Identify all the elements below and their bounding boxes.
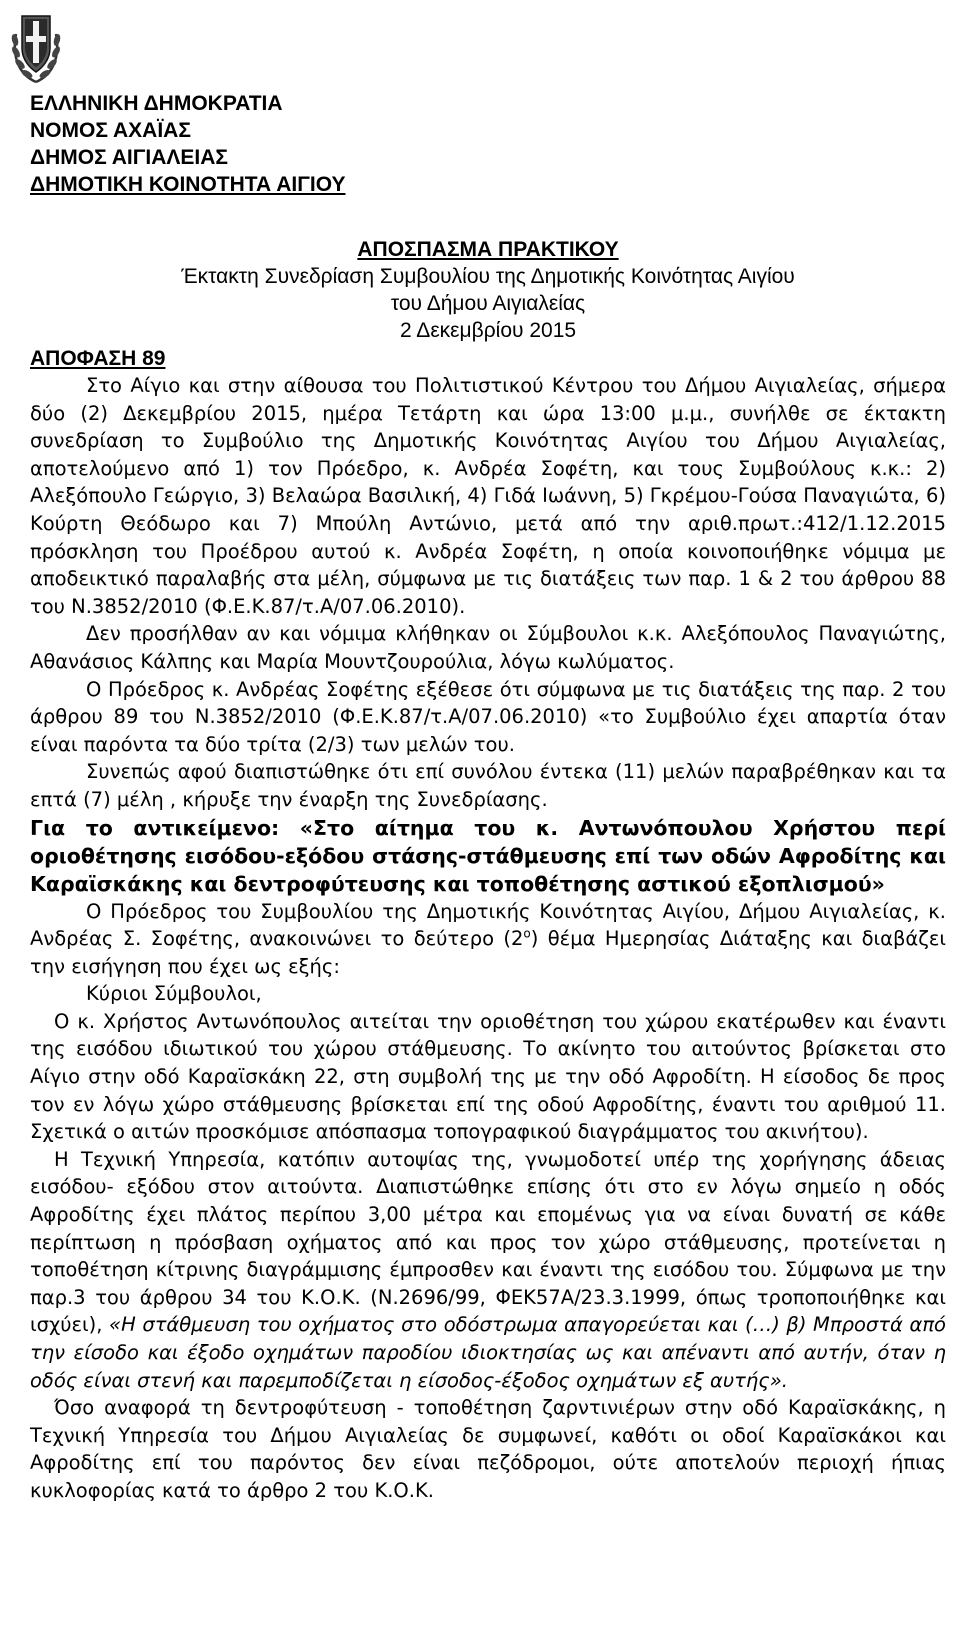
letter-greeting: Κύριοι Σύμβουλοι, [86,982,262,1006]
chair-announcement-text-b: ) θέμα Ημερησίας Διάταξης και διαβάζει την εισήγηση που έχει ως εξής: [30,927,946,978]
document-body [30,90,946,1505]
session-date: 2 Δεκεμβρίου 2015 [399,319,577,342]
paragraph-request: Ο κ. Χρήστος Αντωνόπουλος αιτείται την οριοθέτηση του χώρου εκατέρωθεν και έναντι της εισόδου ιδιωτικού του χώρου στάθμευσης. Το ακίνητο του αιτούντος βρίσκεται στο Αίγιο στην οδό Καραϊσκάκη 22, στη συμβολή της με την οδό Αφροδίτη. Η είσοδος δε προς τον εν λόγω χώρο στάθμευσης βρίσκεται επί της οδού Αφροδίτης, έναντι του αριθμού 11. Σχετικά ο αιτών προσκόμισε απόσπασμα τοπογραφικού διαγράμματος του ακινήτου). [30,1009,946,1144]
paragraph-tree-planting: Όσο αναφορά τη δεντροφύτευση - τοποθέτηση ζαρντινιέρων στην οδό Καραϊσκάκης, η Τεχνική Υπηρεσία του Δήμου Αιγιαλείας δε συμφωνεί, καθότι οι οδοί Καραϊσκάκοι και Αφροδίτης επί του παρόντος δεν είναι πεζόδρομοι, ούτε αποτελούν περιοχή ήπιας κυκλοφορίας κατά το άρθρο 2 του Κ.Ο.Κ. [30,1396,946,1502]
decision-number: ΑΠΟΦΑΣΗ 89 [30,347,166,370]
technical-service-text: Η Τεχνική Υπηρεσία, κατόπιν αυτοψίας της, γνωμοδοτεί υπέρ της χορήγησης άδειας εισόδου- εξόδου στον αιτούντα. Διαπιστώθηκε επίσης ότι στο εν λόγω σημείο η οδός Αφροδίτης έχει πλάτος περίπου 3,00 μέτρα και επομένως για να είναι δυνατή σε κάθε περίπτωση η πρόσβαση οχήματος από και προς τον χώρο στάθμευσης, προτείνεται η τοποθέτηση κίτρινης διαγράμμισης έμπροσθεν και έναντι της εισόδου του. Σύμφωνα με την παρ.3 του άρθρου 34 του Κ.Ο.Κ. (Ν.2696/99, ΦΕΚ57Α/23.3.1999, όπως τροποποιήθηκε και ισχύει), [30,1147,946,1337]
paragraph-chair-announcement [30,898,946,981]
issuer-header [30,90,946,198]
session-description: Έκτακτη Συνεδρίαση Συμβουλίου της Δημοτικής Κοινότητας Αιγίου [181,265,795,288]
document-title: ΑΠΟΣΠΑΣΜΑ ΠΡΑΚΤΙΚΟΥ [357,238,619,261]
paragraph-technical-service [30,1146,946,1394]
greek-coat-of-arms-emblem [10,8,62,86]
chair-announcement-text-a: Ο Πρόεδρος του Συμβουλίου της Δημοτικής Κοινότητας Αιγίου, Δήμου Αιγιαλείας, κ. Ανδρέας Σ. Σοφέτης, ανακοινώνει το δεύτερο (2 [30,899,946,951]
header-community: ΔΗΜΟΤΙΚΗ ΚΟΙΝΟΤΗΤΑ ΑΙΓΙΟΥ [30,173,346,196]
agenda-subject: Για το αντικείμενο: «Στο αίτημα του κ. Αντωνόπουλου Χρήστου περί οριοθέτησης εισόδου-εξόδου στάσης-στάθμευσης επί των οδών Αφροδίτης και Καραϊσκάκης και δεντροφύτευσης και τοποθέτησης αστικού εξοπλισμού» [30,815,946,896]
ordinal-superscript: ο [523,926,531,941]
session-municipality: του Δήμου Αιγιαλείας [390,292,586,315]
header-prefecture: ΝΟΜΟΣ ΑΧΑΪΑΣ [30,119,191,142]
paragraph-session-opening: Στο Αίγιο και στην αίθουσα του Πολιτιστικού Κέντρου του Δήμου Αιγιαλείας, σήμερα δύο (2) Δεκεμβρίου 2015, ημέρα Τετάρτη και ώρα 13:00 μ.μ., συνήλθε σε έκτακτη συνεδρίαση το Συμβούλιο της Δημοτικής Κοινότητας Αιγίου του Δήμου Αιγιαλείας, αποτελούμενο από 1) τον Πρόεδρο, κ. Ανδρέα Σοφέτη, και τους Συμβούλους κ.κ.: 2) Αλεξόπουλο Γεώργιο, 3) Βελαώρα Βασιλική, 4) Γιδά Ιωάννη, 5) Γκρέμου-Γούσα Παναγιώτα, 6) Κούρτη Θεόδωρο και 7) Μπούλη Αντώνιο, μετά από την αριθ.πρωτ.:412/1.12.2015 πρόσκληση του Προέδρου αυτού κ. Ανδρέα Σοφέτη, η οποία κοινοποιήθηκε νόμιμα με αποδεικτικό παραλαβής στα μέλη, σύμφωνα με τις διατάξεις των παρ. 1 & 2 του άρθρου 88 του Ν.3852/2010 (Φ.Ε.Κ.87/τ.Α/07.06.2010). [30,374,946,618]
header-country: ΕΛΛΗΝΙΚΗ ΔΗΜΟΚΡΑΤΙΑ [30,92,283,115]
paragraph-quorum-confirmed: Συνεπώς αφού διαπιστώθηκε ότι επί συνόλου έντεκα (11) μελών παραβρέθηκαν και τα επτά (7) μέλη , κήρυξε την έναρξη της Συνεδρίασης. [30,760,946,811]
paragraph-quorum-rule: Ο Πρόεδρος κ. Ανδρέας Σοφέτης εξέθεσε ότι σύμφωνα με τις διατάξεις της παρ. 2 του άρθρου 89 του Ν.3852/2010 (Φ.Ε.Κ.87/τ.Α/07.06.2010) «το Συμβούλιο έχει απαρτία όταν είναι παρόντα τα δύο τρίτα (2/3) των μελών του. [30,677,946,756]
paragraph-absent-members: Δεν προσήλθαν αν και νόμιμα κλήθηκαν οι Σύμβουλοι κ.κ. Αλεξόπουλος Παναγιώτης, Αθανάσιος Κάλπης και Μαρία Μουντζουρούλια, λόγω κωλύματος. [30,622,946,673]
traffic-code-quote: «Η στάθμευση του οχήματος στο οδόστρωμα απαγορεύεται και (…) β) Μπροστά από την είσοδο και έξοδο οχημάτων παροδίου ιδιοκτησίας ως και απέναντι από αυτήν, όταν η οδός είναι στενή και παρεμποδίζεται η είσοδος-έξοδος οχημάτων εξ αυτής». [30,1313,946,1392]
document-title-block [30,236,946,344]
header-municipality: ΔΗΜΟΣ ΑΙΓΙΑΛΕΙΑΣ [30,146,228,169]
